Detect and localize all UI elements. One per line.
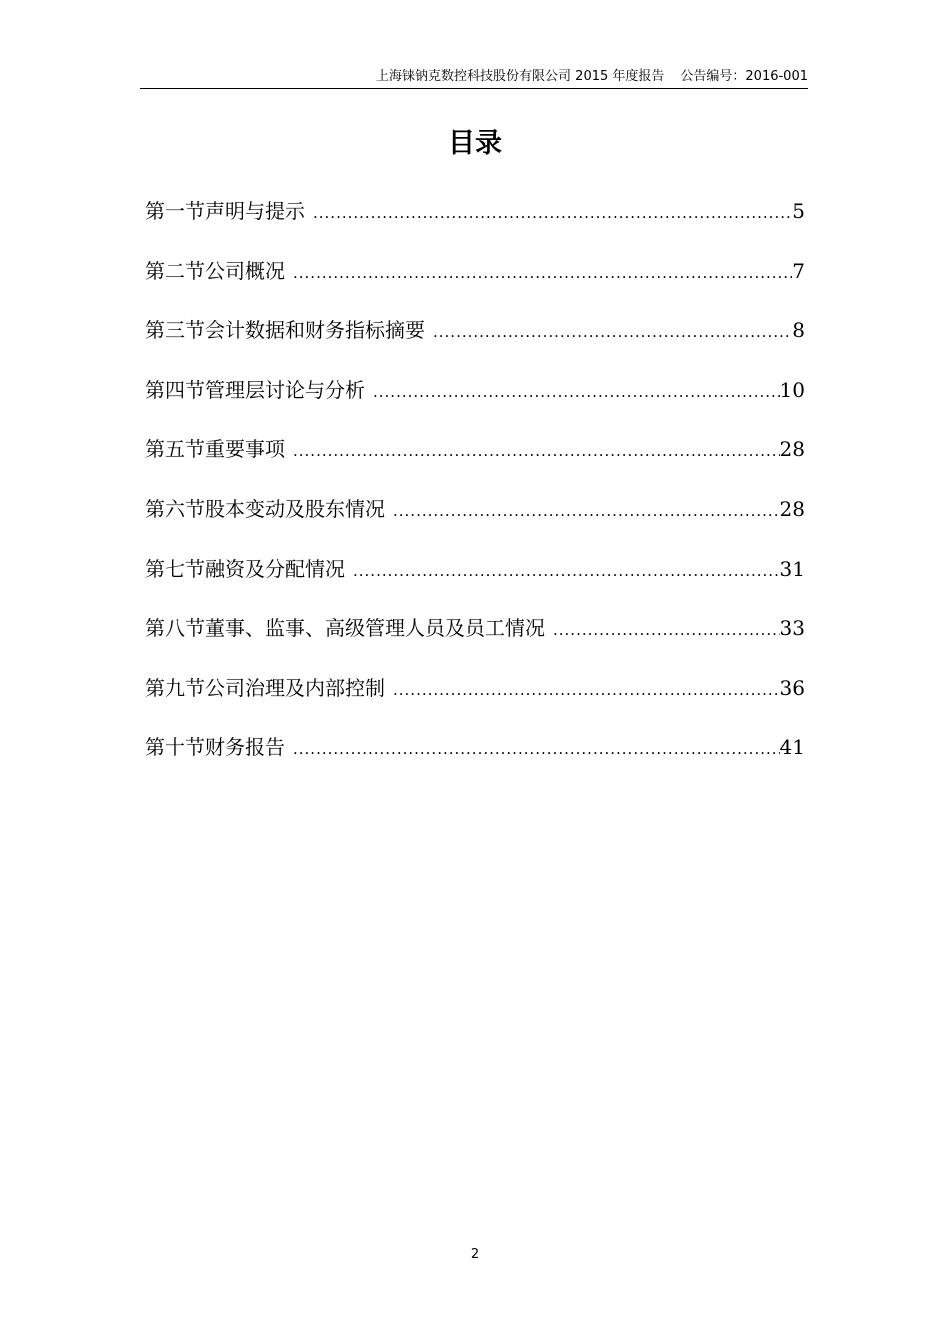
toc-entry-label: 第六节股本变动及股东情况 [145,496,385,521]
toc-entry-page: 8 [792,318,805,343]
toc-entry-8[interactable] [145,612,805,672]
toc-dot-leader [553,614,780,646]
toc-entry-page: 28 [779,437,805,462]
toc-entry-label: 第五节重要事项 [145,437,285,462]
toc-entry-page: 36 [779,675,805,700]
header-report-title: 上海铼钠克数控科技股份有限公司 2015 年度报告 [376,69,665,84]
toc-dot-leader [293,257,792,289]
toc-dot-leader [433,316,792,348]
toc-dot-leader [393,674,780,706]
toc-entry-page: 41 [779,735,805,760]
toc-dot-leader [293,733,780,765]
toc-entry-label: 第三节会计数据和财务指标摘要 [145,318,425,343]
toc-entry-6[interactable] [145,493,805,553]
toc-entry-page: 31 [779,556,805,581]
toc-entry-3[interactable] [145,314,805,374]
toc-dot-leader [373,376,780,408]
page-header [140,66,808,88]
toc-entry-5[interactable] [145,433,805,493]
toc-entry-page: 28 [779,496,805,521]
toc-dot-leader [293,435,780,467]
toc-entry-label: 第二节公司概况 [145,258,285,283]
toc-entry-page: 7 [792,258,805,283]
header-announcement-number: 公告编号：2016-001 [680,69,808,84]
toc-entry-1[interactable] [145,195,805,255]
toc-dot-leader [353,555,780,587]
toc-dot-leader [313,197,792,229]
toc-entry-10[interactable] [145,731,805,791]
toc-entry-7[interactable] [145,553,805,613]
toc-entry-label: 第四节管理层讨论与分析 [145,377,365,402]
toc-entry-label: 第九节公司治理及内部控制 [145,675,385,700]
header-rule [140,88,808,89]
toc-dot-leader [393,495,780,527]
toc-entry-label: 第七节融资及分配情况 [145,556,345,581]
page-title: 目录 [448,128,502,159]
toc-entry-page: 33 [779,616,805,641]
toc-entry-4[interactable] [145,374,805,434]
table-of-contents [145,195,805,791]
toc-entry-label: 第八节董事、监事、高级管理人员及员工情况 [145,616,545,641]
toc-entry-page: 5 [792,199,805,223]
toc-entry-label: 第十节财务报告 [145,735,285,760]
toc-entry-2[interactable] [145,255,805,315]
toc-entry-label: 第一节声明与提示 [145,199,305,223]
toc-entry-page: 10 [779,377,805,402]
page-number: 2 [470,1247,480,1262]
toc-entry-9[interactable] [145,672,805,732]
